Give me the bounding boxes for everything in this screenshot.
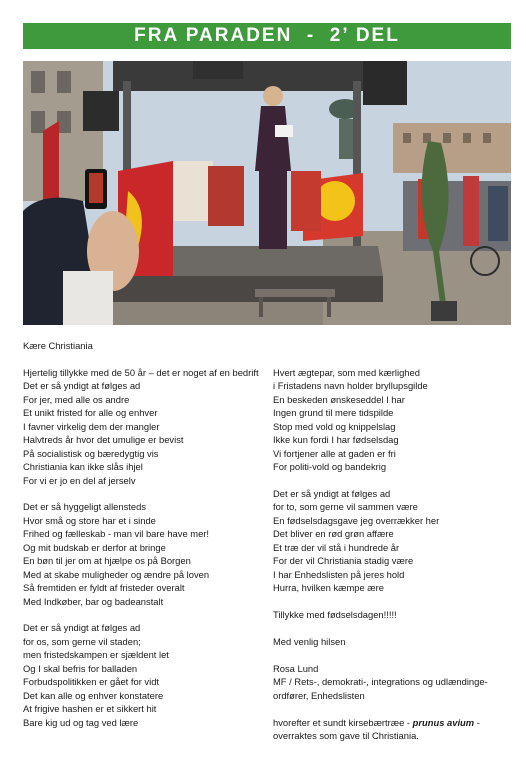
verse-line: Bare kig ud og tag ved lære [23,716,139,728]
verse-line: Vi fortjener alle at gaden er fri [273,447,396,459]
signature-name: Rosa Lund [273,662,319,674]
verse-line: For vi er jo en del af jerselv [23,474,136,486]
verse-line: I har Enhedslisten på jeres hold [273,568,405,580]
verse-line: Det er så yndigt at følges ad [273,487,391,499]
verse-line: Og mit budskab er derfor at bringe [23,541,166,553]
verse-line: En bøn til jer om at hjælpe os på Borgen [23,555,191,567]
verse-line: Frihed og fælleskab - man vil bare have mer! [23,528,210,540]
verse-line: Med Indkøber, bar og badeanstalt [23,595,164,607]
verse-line: Halvtreds år hvor det umulige er bevist [23,434,184,446]
verse-line: På socialistisk og bæredygtig vis [23,447,159,459]
verse-line: En beskeden ønskeseddel I har [273,393,405,405]
letter-greeting: Kære Christiania [23,340,93,351]
verse-line: Og I skal befris for balladen [23,662,138,674]
verse-line: Et træ der vil stå i hundrede år [273,541,400,553]
verse-line: i Fristadens navn holder bryllupsgilde [273,380,428,392]
verse-line: for to, som gerne vil sammen være [273,501,418,513]
verse-line: Hurra, hvilken kæmpe ære [273,582,384,594]
verse-line: Christiania kan ikke slås ihjel [23,461,143,473]
verse-line: for os, som gerne vil staden; [23,635,141,647]
parade-stage-photo-icon [23,61,511,325]
verse-line: En fødselsdagsgave jeg overrækker her [273,514,440,526]
verse-line: Hvert ægtepar, som med kærlighed [273,366,420,378]
verse-line: Med at skabe muligheder og ændre på loven [23,568,210,580]
verse-line: Et unikt fristed for alle og enhver [23,407,158,419]
signature-title: ordfører, Enhedslisten [273,689,365,701]
tree-latin-name: prunus avium [412,716,475,728]
verse-line: Ikke kun fordi I har fødselsdag [273,434,399,446]
closing-note [273,716,511,729]
verse-line: men fristedskampen er sjældent let [23,649,169,661]
verse-line: Det er så yndigt at følges ad [23,622,141,634]
banner-title: FRA PARADEN - 2’ DEL [134,25,400,46]
verse-line: Ingen grund til mere tidspilde [273,407,394,419]
closing-text: hvorefter et sundt kirsebærtræe - [273,716,413,728]
parade-photo [23,61,511,325]
closing-note: overraktes som gave til Christiania. [273,730,419,742]
verse-line: Det bliver en rød grøn affære [273,528,394,540]
verse-line: For jer, med alle os andre [23,393,130,405]
verse-line: For politi-vold og bandekrig [273,461,387,473]
verse-line: At frigive hashen er et sikkert hit [23,703,157,715]
closing-text: - [474,716,480,728]
verse-line: For der vil Christiania stadig være [273,555,414,567]
verse-line: Det er så yndigt at følges ad [23,380,141,392]
letter-left-column [23,339,261,729]
verse-line: I favner virkelig dem der mangler [23,420,160,432]
verse-line: Det er så hyggeligt allensteds [23,501,146,513]
section-banner [23,23,511,49]
letter-right-column [273,339,511,742]
verse-line: Forbudspolitikken er gået for vidt [23,676,160,688]
sign-off: Med venlig hilsen [273,635,346,647]
verse-line: Hjertelig tillykke med de 50 år – det er noget af en bedrift [23,366,259,378]
verse-line: Det kan alle og enhver konstatere [23,689,164,701]
verse-line: Stop med vold og knippelslag [273,420,396,432]
birthday-wish: Tillykke med fødselsdagen!!!!! [273,609,397,620]
signature-title: MF / Rets-, demokrati-, integrations og udlændinge- [273,676,488,688]
verse-line: Så fremtiden er fyldt af fristeder overalt [23,582,185,594]
verse-line: Hvor små og store har et i sinde [23,514,156,526]
